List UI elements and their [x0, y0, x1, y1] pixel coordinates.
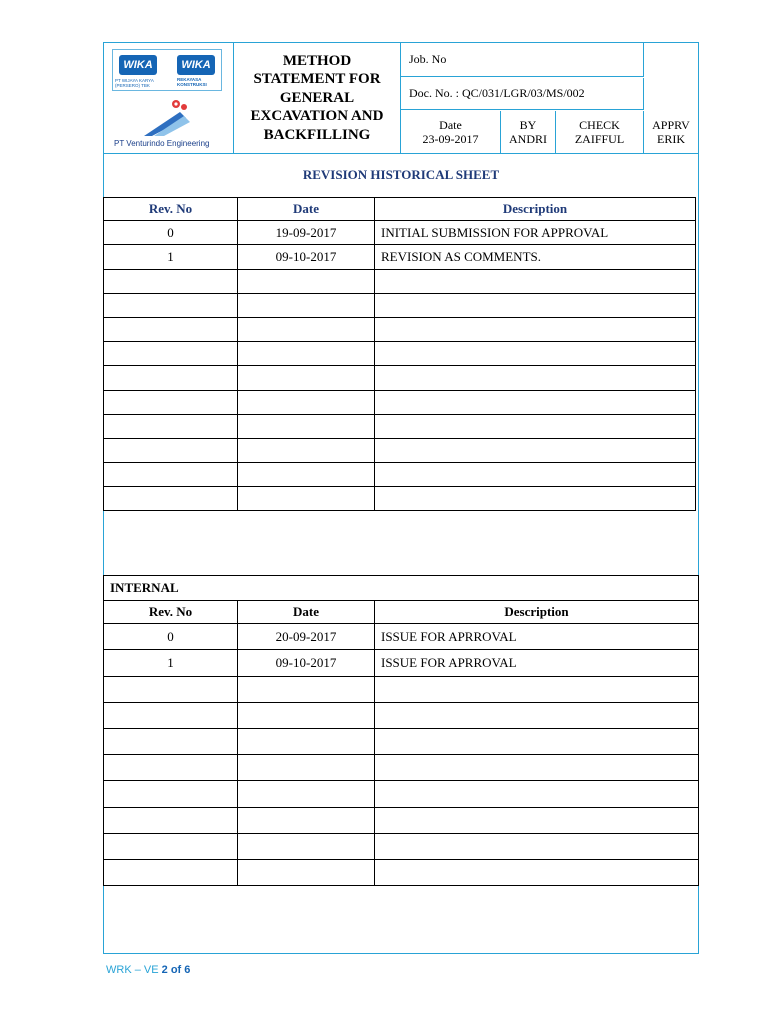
table-row	[104, 702, 699, 728]
description-cell	[375, 859, 699, 885]
rev-no-cell	[104, 463, 238, 487]
rev-no-cell	[104, 755, 238, 781]
rev-no-cell	[104, 487, 238, 511]
revision-table-header	[104, 198, 696, 221]
description-cell	[375, 755, 699, 781]
rev-no-cell	[104, 269, 238, 293]
date-cell	[238, 317, 375, 341]
description-cell	[375, 293, 696, 317]
table-row	[104, 317, 696, 341]
apprv-value: ERIK	[657, 132, 685, 146]
date-cell	[238, 438, 375, 462]
internal-caption: INTERNAL	[104, 576, 699, 601]
description-cell	[375, 414, 696, 438]
venturindo-company-name: PT Venturindo Engineering	[114, 139, 210, 148]
rev-no-cell	[104, 833, 238, 859]
internal-revision-table	[103, 575, 699, 886]
rev-no-cell	[104, 293, 238, 317]
column-header: Description	[375, 601, 699, 624]
description-cell	[375, 702, 699, 728]
rev-no-cell	[104, 317, 238, 341]
title-line: METHOD	[282, 52, 352, 69]
logo-cell	[104, 43, 234, 153]
table-row	[104, 293, 696, 317]
table-row	[104, 755, 699, 781]
date-cell	[238, 342, 375, 366]
description-cell	[375, 317, 696, 341]
table-row	[104, 342, 696, 366]
date-cell	[238, 755, 375, 781]
page-number: 2 of 6	[161, 964, 191, 976]
check-cell	[556, 111, 644, 153]
rev-no-cell	[104, 781, 238, 807]
title-line: STATEMENT FOR	[253, 71, 381, 88]
internal-caption-row	[104, 576, 699, 601]
table-row	[104, 414, 696, 438]
column-header: Rev. No	[104, 198, 238, 221]
revision-table	[103, 197, 696, 511]
table-row	[104, 807, 699, 833]
description-cell	[375, 807, 699, 833]
check-label: CHECK	[579, 118, 620, 132]
date-cell	[238, 702, 375, 728]
description-cell	[375, 269, 696, 293]
rev-no-cell	[104, 438, 238, 462]
date-cell: 09-10-2017	[238, 245, 375, 269]
date-cell	[238, 414, 375, 438]
date-cell	[238, 781, 375, 807]
wika-logo-subtitle: PT WIJAYA KARYA (PERSERO) TBK	[115, 78, 154, 88]
venturindo-logo-icon	[140, 98, 200, 138]
date-cell	[238, 676, 375, 702]
document-header	[104, 43, 698, 154]
wika-rekayasa-logo: WIKA	[177, 55, 215, 75]
title-line: BACKFILLING	[263, 126, 371, 143]
rev-no-cell	[104, 414, 238, 438]
rev-no-cell	[104, 676, 238, 702]
footer-prefix: WRK – VE	[106, 964, 159, 976]
date-cell	[238, 293, 375, 317]
rev-no-cell	[104, 366, 238, 390]
description-cell	[375, 463, 696, 487]
wika-rekayasa-subtitle: REKAYASA KONSTRUKSI	[177, 77, 207, 87]
table-row	[104, 438, 696, 462]
date-cell: 09-10-2017	[238, 650, 375, 676]
description-cell	[375, 438, 696, 462]
job-no-label: Job. No	[401, 43, 644, 77]
apprv-cell	[644, 111, 698, 153]
description-cell: INITIAL SUBMISSION FOR APPROVAL	[375, 221, 696, 245]
table-row	[104, 650, 699, 676]
rev-no-cell	[104, 342, 238, 366]
rev-no-cell: 1	[104, 650, 238, 676]
table-row	[104, 624, 699, 650]
apprv-label: APPRV	[652, 118, 690, 132]
by-cell	[501, 111, 556, 153]
description-cell	[375, 781, 699, 807]
wika-logo: WIKA	[119, 55, 157, 75]
description-cell	[375, 728, 699, 754]
date-cell	[238, 269, 375, 293]
date-cell	[238, 463, 375, 487]
table-row	[104, 245, 696, 269]
date-cell	[401, 111, 501, 153]
date-cell	[238, 859, 375, 885]
title-line: GENERAL	[279, 89, 355, 106]
date-cell	[238, 366, 375, 390]
description-cell: ISSUE FOR APRROVAL	[375, 624, 699, 650]
description-cell: REVISION AS COMMENTS.	[375, 245, 696, 269]
table-row	[104, 728, 699, 754]
table-row	[104, 221, 696, 245]
description-cell	[375, 390, 696, 414]
description-cell	[375, 833, 699, 859]
rev-no-cell	[104, 702, 238, 728]
table-row	[104, 487, 696, 511]
rev-no-cell	[104, 728, 238, 754]
description-cell	[375, 487, 696, 511]
date-value: 23-09-2017	[422, 132, 479, 146]
document-info	[401, 43, 698, 153]
column-header: Date	[238, 601, 375, 624]
table-row	[104, 269, 696, 293]
description-cell	[375, 366, 696, 390]
page-footer	[106, 964, 190, 976]
description-cell: ISSUE FOR APRROVAL	[375, 650, 699, 676]
rev-no-cell	[104, 390, 238, 414]
date-cell: 20-09-2017	[238, 624, 375, 650]
rev-no-cell: 0	[104, 624, 238, 650]
description-cell	[375, 342, 696, 366]
sheet-title: REVISION HISTORICAL SHEET	[302, 167, 500, 182]
description-cell	[375, 676, 699, 702]
internal-table-header	[104, 601, 699, 624]
table-row	[104, 833, 699, 859]
column-header: Rev. No	[104, 601, 238, 624]
signoff-row	[401, 111, 698, 153]
document-title	[234, 43, 401, 153]
column-header: Date	[238, 198, 375, 221]
rev-no-cell	[104, 807, 238, 833]
table-row	[104, 781, 699, 807]
rev-no-cell: 0	[104, 221, 238, 245]
date-cell	[238, 728, 375, 754]
date-cell	[238, 390, 375, 414]
wika-logo-box	[112, 49, 222, 91]
by-value: ANDRI	[509, 132, 547, 146]
check-value: ZAIFFUL	[574, 132, 625, 146]
table-row	[104, 390, 696, 414]
rev-no-cell	[104, 859, 238, 885]
table-row	[104, 366, 696, 390]
table-row	[104, 676, 699, 702]
date-cell: 19-09-2017	[238, 221, 375, 245]
table-row	[104, 463, 696, 487]
rev-no-cell: 1	[104, 245, 238, 269]
date-label: Date	[439, 118, 462, 132]
table-row	[104, 859, 699, 885]
title-line: EXCAVATION AND	[250, 108, 384, 125]
date-cell	[238, 833, 375, 859]
date-cell	[238, 487, 375, 511]
by-label: BY	[519, 118, 537, 132]
doc-no: Doc. No. : QC/031/LGR/03/MS/002	[401, 78, 644, 110]
date-cell	[238, 807, 375, 833]
column-header: Description	[375, 198, 696, 221]
